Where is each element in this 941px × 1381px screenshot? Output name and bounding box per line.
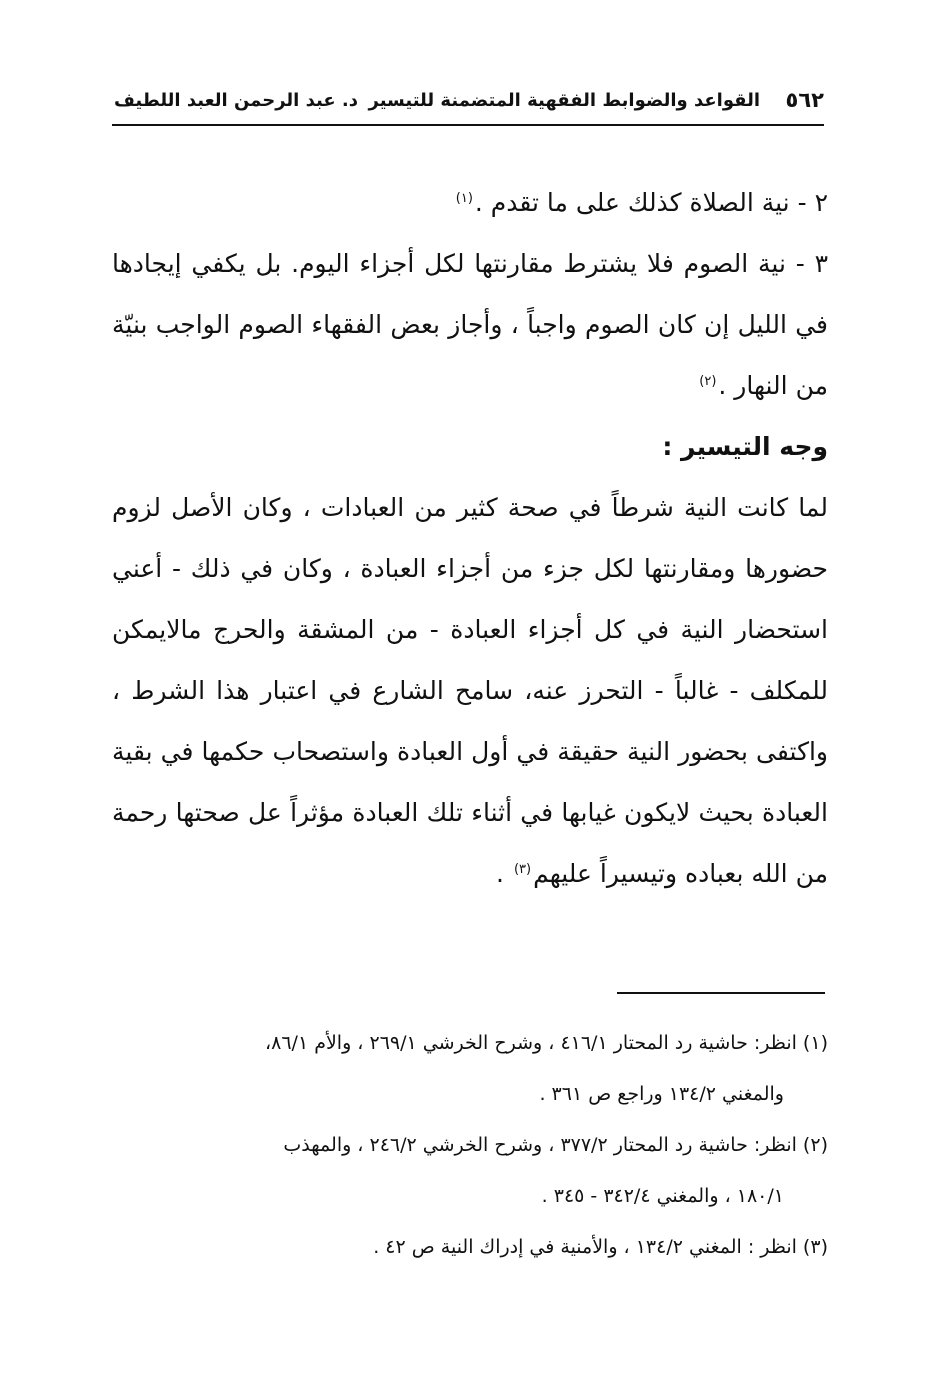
main-text [112,172,828,904]
author-name: د. عبد الرحمن العبد اللطيف [114,90,358,111]
list-item-3 [112,233,828,416]
list-item-2-text: ٢ - نية الصلاة كذلك على ما تقدم . [474,188,828,217]
footnote-2 [112,1120,828,1222]
running-header [112,84,824,126]
body-paragraph-text: لما كانت النية شرطاً في صحة كثير من العبادات ، وكان الأصل لزوم حضورها ومقارنتها لكل جزء من أجزاء العبادة ، وكان في ذلك - أعني استحضار النية في كل أجزاء العبادة - من المشقة والحرج مالايمكن للمكلف - غالباً - التحرز عنه، سامح الشارع في اعتبار هذا الشرط ، واكتفى بحضور النية حقيقة في أول العبادة واستصحاب حكمها في بقية العبادة بحيث لايكون غيابها في أثناء تلك العبادة مؤثراً عل صحتها رحمة من الله بعباده وتيسيراً عليهم [112,493,828,888]
footnote-1 [112,1018,828,1120]
page-number: ٥٦٢ [785,88,824,112]
footnote-ref-3: (٣) [513,861,532,877]
footnote-3-line1: (٣) انظر : المغني ١٣٤/٢ ، والأمنية في إدراك النية ص ٤٢ . [373,1236,828,1258]
list-item-2 [112,172,828,233]
footnote-2-line2: ١٨٠/١ ، والمغني ٣٤٢/٤ - ٣٤٥ . [541,1185,784,1207]
footnote-3 [112,1222,828,1273]
footnote-1-line2: والمغني ١٣٤/٢ وراجع ص ٣٦١ . [539,1083,784,1105]
section-heading: وجه التيسير : [662,432,828,461]
footnote-ref-2: (٢) [699,373,717,389]
footnote-2-line1: (٢) انظر: حاشية رد المحتار ٣٧٧/٢ ، وشرح الخرشي ٢٤٦/٢ ، والمهذب [283,1134,828,1156]
footnote-1-line1: (١) انظر: حاشية رد المحتار ٤١٦/١ ، وشرح الخرشي ٢٦٩/١ ، والأم ٨٦/١، [265,1032,828,1054]
footnote-ref-1: (١) [455,190,473,206]
footnote-separator [617,992,825,994]
body-paragraph-end: . [496,859,512,888]
body-paragraph [112,477,828,904]
footnotes [112,1018,828,1273]
book-title: القواعد والضوابط الفقهية المتضمنة للتيسير [368,90,760,111]
list-item-3-text: ٣ - نية الصوم فلا يشترط مقارنتها لكل أجزاء اليوم. بل يكفي إيجادها في الليل إن كان الصوم واجباً ، وأجاز بعض الفقهاء الصوم الواجب بنيّة من النهار . [112,249,828,400]
